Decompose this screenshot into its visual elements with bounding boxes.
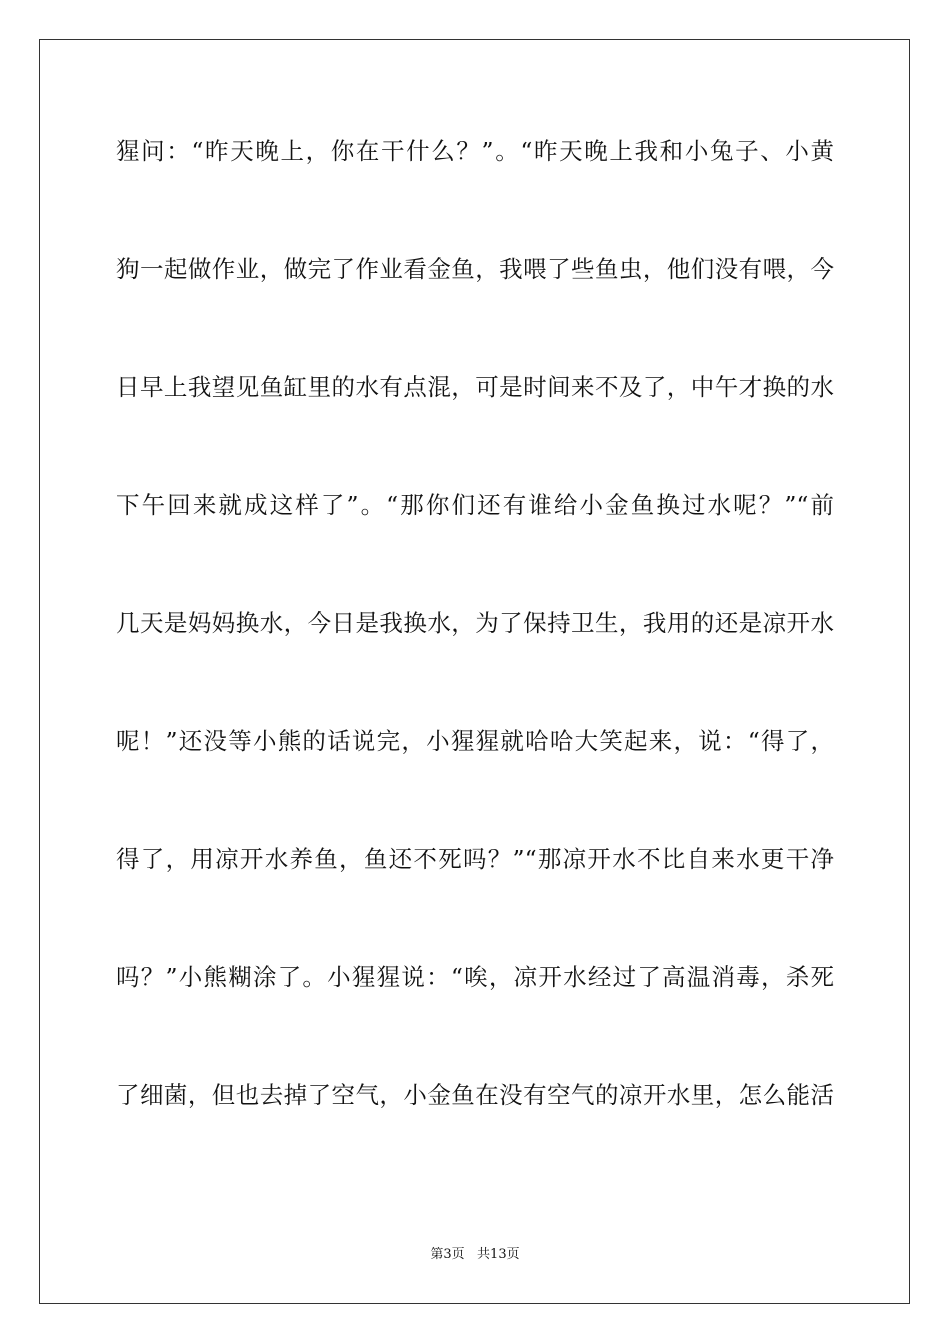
text-line-7: 得了，用凉开水养鱼，鱼还不死吗？”“那凉开水不比自来水更干净 bbox=[116, 845, 834, 873]
text-line-8: 吗？”小熊糊涂了。小猩猩说：“唉，凉开水经过了高温消毒，杀死 bbox=[116, 963, 834, 991]
text-line-4: 下午回来就成这样了”。“那你们还有谁给小金鱼换过水呢？”“前 bbox=[116, 491, 834, 519]
text-line-9: 了细菌，但也去掉了空气，小金鱼在没有空气的凉开水里，怎么能活 bbox=[116, 1081, 834, 1109]
text-line-2: 狗一起做作业，做完了作业看金鱼，我喂了些鱼虫，他们没有喂，今 bbox=[116, 255, 834, 283]
text-line-6: 呢！”还没等小熊的话说完，小猩猩就哈哈大笑起来，说：“得了， bbox=[116, 727, 834, 755]
text-line-5: 几天是妈妈换水，今日是我换水，为了保持卫生，我用的还是凉开水 bbox=[116, 609, 834, 637]
text-line-1: 猩问：“昨天晚上，你在干什么？”。“昨天晚上我和小兔子、小黄 bbox=[116, 137, 834, 165]
page-number-footer: 第3页 共13页 bbox=[430, 1247, 520, 1262]
text-line-3: 日早上我望见鱼缸里的水有点混，可是时间来不及了，中午才换的水 bbox=[116, 373, 834, 401]
page-border bbox=[39, 39, 910, 1304]
